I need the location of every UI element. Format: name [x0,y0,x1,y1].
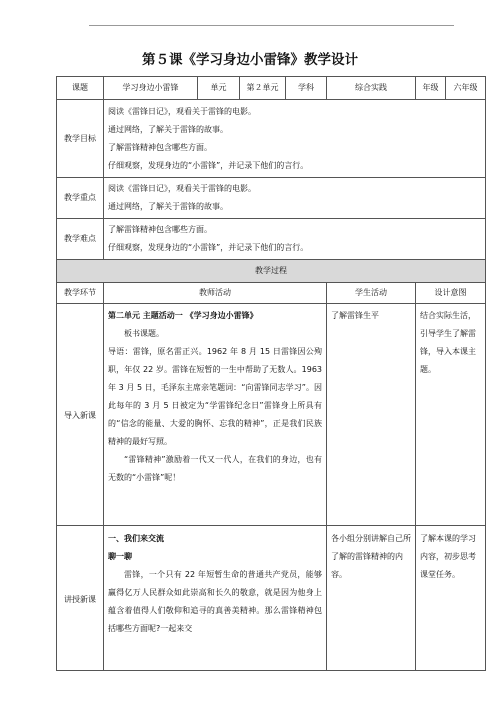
stage-new-lesson: 讲授新课 [57,526,104,671]
course-label: 课题 [57,77,104,100]
key-points-content [104,178,486,219]
activity-heading: 一、我们来交流 [108,534,164,543]
goal-line: 仔细观察，发现身边的“小雷锋”，并记录下他们的言行。 [108,160,309,170]
design-intent-intro: 结合实际生活，引导学生了解雷锋，导入本课主题。 [416,304,486,526]
key-point-line: 通过网络，了解关于雷锋的故事。 [108,202,228,211]
goals-label: 教学目标 [57,100,104,178]
process-heading: 教学过程 [57,260,486,283]
activity-paragraph: 雷锋，一个只有 22 年短暂生命的普通共产党员，能够赢得亿万人民群众如此崇高和长久的敬意，就是因为他身上蕴含着值得人们敬仰和追寻的真善美精神。那么雷锋精神包括哪些方面呢?一起来交 [108,570,322,633]
activity-paragraph: 导语：雷锋，原名雷正兴。1962 年 8 月 15 日雷锋因公殉职，年仅 22 岁。雷锋在短暂的一生中帮助了无数人。1963 年 3 月 5 日，毛泽东主席亲笔题词：“向雷锋同志学习”。因此每年的 3 月 5 日被定为“学雷锋纪念日”雷锋身上所具有的“信念的能量、大爱的胸怀、忘我的精神”，正是我们民族精神的最好写照。 [108,347,322,446]
difficulty-line: 了解雷锋精神包含哪些方面。 [108,225,212,234]
goal-line: 了解雷锋精神包含哪些方面。 [108,142,212,152]
activity-paragraph: 板书课题。 [124,329,164,338]
unit-value: 第２单元 [240,77,286,100]
difficulty-line: 仔细观察，发现身边的“小雷锋”，并记录下他们的言行。 [108,243,309,252]
design-intent-new: 了解本课的学习内容，初步思考课堂任务。 [416,526,486,671]
page-title: 第５课《学习身边小雷锋》教学设计 [142,52,358,68]
header-rule [89,25,454,26]
activity-paragraph: “雷锋精神”激励着一代又一代人，在我们的身边，也有无数的“小雷锋”呢！ [108,455,322,482]
subject-value: 综合实践 [327,77,416,100]
difficulties-label: 教学难点 [57,219,104,260]
subject-label: 学科 [286,77,327,100]
course-value: 学习身边小雷锋 [104,77,198,100]
column-intent: 设计意图 [416,283,486,304]
column-student: 学生活动 [327,283,416,304]
unit-label: 单元 [198,77,240,100]
grade-value: 六年级 [446,77,486,100]
key-point-line: 阅读《雷锋日记》，观看关于雷锋的电影。 [108,184,256,193]
column-stage: 教学环节 [57,283,104,304]
stage-intro: 导入新课 [57,304,104,526]
grade-label: 年级 [416,77,446,100]
activity-heading: 第二单元 主题活动一 《学习身边小雷锋》 [108,311,258,320]
goal-line: 阅读《雷锋日记》，观看关于雷锋的电影。 [108,106,256,116]
lesson-plan-table [56,76,486,671]
goals-content [104,100,486,178]
student-activity-intro: 了解雷锋生平 [327,304,416,526]
difficulties-content [104,219,486,260]
teacher-activity-intro [104,304,327,526]
student-activity-new: 各小组分别讲解自己所了解的雷锋精神的内容。 [327,526,416,671]
teacher-activity-new [104,526,327,671]
key-points-label: 教学重点 [57,178,104,219]
column-teacher: 教师活动 [104,283,327,304]
activity-subheading: 聊一聊 [108,552,132,561]
goal-line: 通过网络，了解关于雷锋的故事。 [108,124,228,134]
